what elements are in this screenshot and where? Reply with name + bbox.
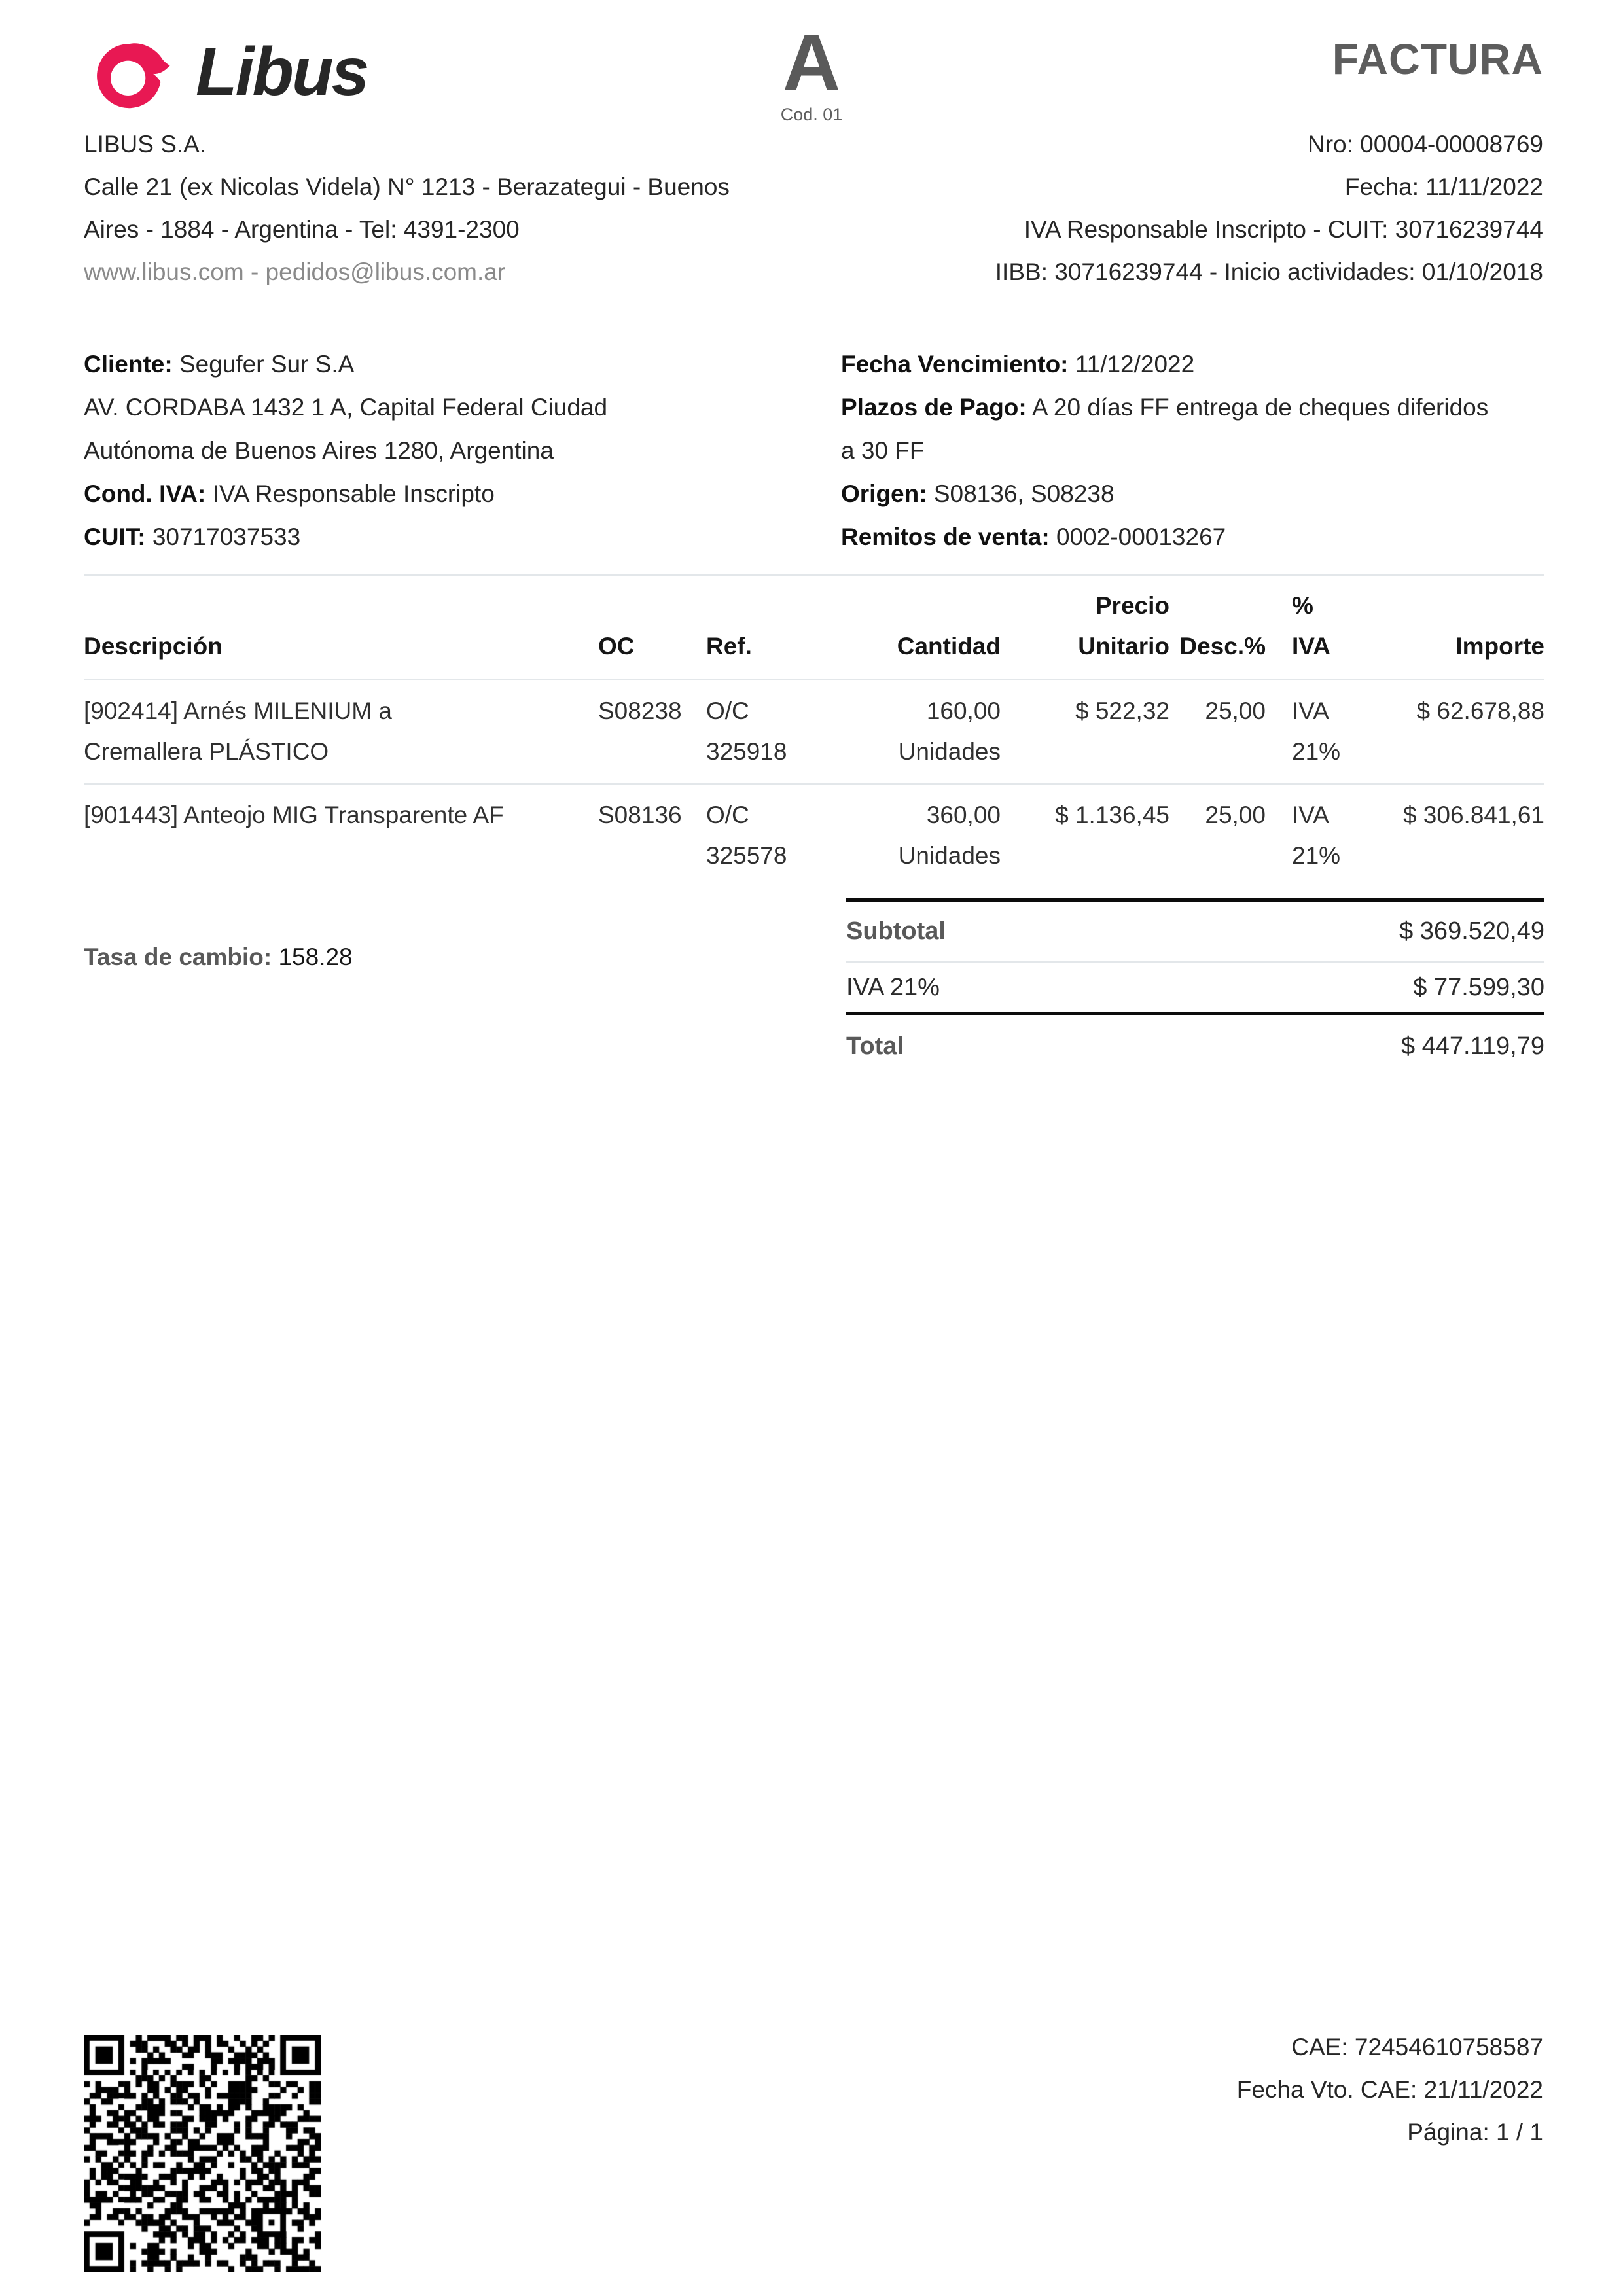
client-cuit-label: CUIT: <box>84 523 146 550</box>
cae-due-date: Fecha Vto. CAE: 21/11/2022 <box>1236 2076 1543 2103</box>
client-cuit: 30717037533 <box>145 523 301 550</box>
col-header-description: Descripción <box>84 633 223 660</box>
item-discount: 25,00 <box>1205 698 1266 724</box>
company-address-line1: Calle 21 (ex Nicolas Videla) N° 1213 - Berazategui - Buenos <box>84 173 730 200</box>
iva-label: IVA 21% <box>846 973 940 1001</box>
iva-row <box>846 961 1544 1012</box>
item-qty: 360,00 Unidades <box>898 802 1001 869</box>
company-logo <box>82 33 367 116</box>
total-row <box>846 1012 1544 1078</box>
remito-value: 0002-00013267 <box>1049 523 1226 550</box>
origin-line <box>841 472 1488 516</box>
item-oc: S08136 <box>598 802 682 828</box>
item-iva: IVA 21% <box>1292 802 1341 869</box>
table-row <box>84 785 1544 887</box>
item-unit-price: $ 522,32 <box>1075 698 1169 724</box>
origin-label: Origen: <box>841 480 927 507</box>
payment-terms-line1 <box>841 386 1488 429</box>
invoice-date: Fecha: 11/11/2022 <box>1344 173 1543 200</box>
payment-terms-part1: A 20 días FF entrega de cheques diferidos <box>1026 394 1489 421</box>
col-header-iva: % IVA <box>1292 592 1330 660</box>
col-header-ref: Ref. <box>706 633 752 660</box>
item-description: [902414] Arnés MILENIUM a Cremallera PLÁSTICO <box>84 698 392 765</box>
iva-value: $ 77.599,30 <box>1413 973 1544 1001</box>
invoice-letter: A <box>782 18 841 107</box>
client-info <box>84 343 607 559</box>
due-date: 11/12/2022 <box>1068 351 1195 378</box>
subtotal-row <box>846 898 1544 961</box>
due-date-line <box>841 343 1488 386</box>
invoice-meta <box>995 123 1543 293</box>
item-ref: O/C 325918 <box>706 698 787 765</box>
item-unit-price: $ 1.136,45 <box>1055 802 1169 828</box>
item-amount: $ 62.678,88 <box>1416 698 1544 724</box>
total-value: $ 447.119,79 <box>1400 1033 1544 1060</box>
item-amount: $ 306.841,61 <box>1402 802 1544 828</box>
document-type-title: FACTURA <box>1332 35 1543 83</box>
item-description: [901443] Anteojo MIG Transparente AF <box>84 802 504 828</box>
exchange-rate-line <box>84 936 353 978</box>
payment-info <box>841 343 1488 559</box>
invoice-number: Nro: 00004-00008769 <box>1307 131 1543 158</box>
col-header-qty: Cantidad <box>897 633 1001 660</box>
client-cond-iva: IVA Responsable Inscripto <box>205 480 495 507</box>
invoice-iibb: IIBB: 30716239744 - Inicio actividades: 01/10/2018 <box>995 258 1543 285</box>
item-discount: 25,00 <box>1205 802 1266 828</box>
client-name: Segufer Sur S.A <box>172 351 355 378</box>
cae-info <box>1237 2026 1543 2153</box>
col-header-amount: Importe <box>1455 633 1544 660</box>
table-row <box>84 680 1544 785</box>
items-table <box>84 574 1544 887</box>
client-cuit-line <box>84 516 607 559</box>
client-cond-iva-line <box>84 472 607 516</box>
invoice-iva-cuit: IVA Responsable Inscripto - CUIT: 30716239744 <box>1024 216 1543 243</box>
subtotal-label: Subtotal <box>846 917 946 945</box>
libus-logo-icon <box>82 33 181 116</box>
col-header-unit-price: Precio Unitario <box>1078 592 1169 660</box>
payment-terms-label: Plazos de Pago: <box>841 394 1027 421</box>
client-name-line <box>84 343 607 386</box>
client-label: Cliente: <box>84 351 173 378</box>
company-name: LIBUS S.A. <box>84 131 207 158</box>
subtotal-value: $ 369.520,49 <box>1399 917 1544 945</box>
client-address-line2: Autónoma de Buenos Aires 1280, Argentina <box>84 437 554 464</box>
logo-wordmark: Libus <box>196 34 368 110</box>
item-qty: 160,00 Unidades <box>898 698 1001 765</box>
company-address-line2: Aires - 1884 - Argentina - Tel: 4391-2300 <box>84 216 520 243</box>
exchange-rate-label: Tasa de cambio: <box>84 944 272 970</box>
col-header-discount: Desc.% <box>1179 633 1266 660</box>
company-web-email: www.libus.com - pedidos@libus.com.ar <box>84 258 506 285</box>
item-oc: S08238 <box>598 698 682 724</box>
page-number: Página: 1 / 1 <box>1407 2119 1543 2146</box>
invoice-letter-code: Cod. 01 <box>780 105 843 124</box>
client-address-line1: AV. CORDABA 1432 1 A, Capital Federal Ciudad <box>84 394 608 421</box>
item-iva: IVA 21% <box>1292 698 1341 765</box>
origin-value: S08136, S08238 <box>927 480 1115 507</box>
cae-number: CAE: 72454610758587 <box>1291 2034 1543 2060</box>
item-ref: O/C 325578 <box>706 802 787 869</box>
remito-line <box>841 516 1488 559</box>
total-label: Total <box>846 1033 904 1060</box>
col-header-oc: OC <box>598 633 635 660</box>
invoice-letter-box <box>780 18 843 125</box>
company-info <box>84 123 730 293</box>
remito-label: Remitos de venta: <box>841 523 1050 550</box>
payment-terms-line2: a 30 FF <box>841 437 925 464</box>
totals-table <box>846 898 1544 1078</box>
exchange-rate-value: 158.28 <box>272 944 353 970</box>
items-table-header <box>84 576 1544 680</box>
qr-code <box>84 2035 321 2272</box>
due-date-label: Fecha Vencimiento: <box>841 351 1069 378</box>
client-cond-iva-label: Cond. IVA: <box>84 480 206 507</box>
